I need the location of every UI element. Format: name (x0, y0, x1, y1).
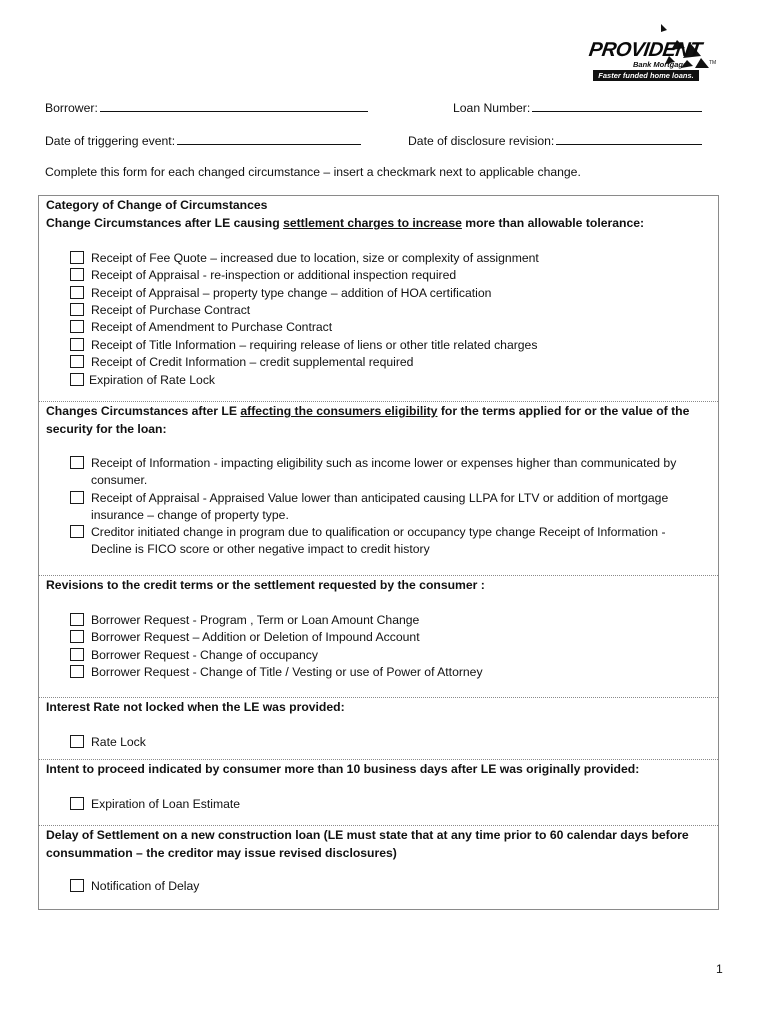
checkbox[interactable] (70, 630, 84, 643)
checkbox[interactable] (70, 525, 84, 538)
checkbox[interactable] (70, 456, 84, 469)
checkbox[interactable] (70, 491, 84, 504)
section-heading: Intent to proceed indicated by consumer more than 10 business days after LE was originally provided: (46, 762, 640, 776)
provident-logo (585, 22, 725, 84)
date-triggering-input-line[interactable] (177, 132, 361, 145)
item-label: Creditor initiated change in program due to qualification or occupancy type change Receipt of Information - Decline is FICO score or other negative impact to credit history (91, 525, 666, 557)
section-settlement-charges (39, 196, 718, 401)
section-heading (46, 403, 710, 438)
checkbox[interactable] (70, 735, 84, 748)
item-label: Receipt of Title Information – requiring release of liens or other title related charges (91, 338, 538, 352)
item-label: Expiration of Rate Lock (89, 373, 216, 387)
item-label: Receipt of Credit Information – credit supplemental required (91, 355, 414, 369)
checkbox[interactable] (70, 251, 84, 264)
page-number: 1 (716, 962, 723, 976)
section-delay-of-settlement (39, 825, 718, 910)
date-triggering-label: Date of triggering event: (45, 134, 176, 148)
item-label: Borrower Request - Change of Title / Vesting or use of Power of Attorney (91, 665, 483, 679)
item-label: Receipt of Fee Quote – increased due to location, size or complexity of assignment (91, 251, 539, 265)
checkbox[interactable] (70, 648, 84, 661)
borrower-field (45, 99, 368, 115)
section-intent-to-proceed (39, 759, 718, 826)
section-heading: Revisions to the credit terms or the settlement requested by the consumer : (46, 578, 485, 592)
checkbox[interactable] (70, 338, 84, 351)
heading-underlined: settlement charges to increase (283, 216, 462, 230)
checkbox[interactable] (70, 613, 84, 626)
checkbox[interactable] (70, 268, 84, 281)
checkbox[interactable] (70, 355, 84, 368)
checkbox[interactable] (70, 665, 84, 678)
borrower-input-line[interactable] (100, 99, 368, 112)
item-label: Borrower Request - Program , Term or Loan Amount Change (91, 613, 420, 627)
section-consumer-revisions (39, 575, 718, 698)
date-triggering-field (45, 132, 361, 148)
borrower-label: Borrower: (45, 101, 98, 115)
item-label: Rate Lock (91, 735, 146, 749)
item-label: Borrower Request – Addition or Deletion of Impound Account (91, 630, 420, 644)
section-heading: Interest Rate not locked when the LE was provided: (46, 700, 345, 714)
heading-underlined: affecting the consumers eligibility (240, 404, 438, 418)
section-consumer-eligibility (39, 401, 718, 576)
category-title: Category of Change of Circumstances (46, 198, 268, 212)
item-label: Receipt of Amendment to Purchase Contract (91, 320, 333, 334)
loan-number-input-line[interactable] (532, 99, 702, 112)
heading-post: for the terms applied for or the value of the security for the loan: (46, 404, 690, 436)
checkbox[interactable] (70, 373, 84, 386)
checkbox[interactable] (70, 797, 84, 810)
item-label: Receipt of Purchase Contract (91, 303, 251, 317)
item-label: Borrower Request - Change of occupancy (91, 648, 318, 662)
item-label: Receipt of Appraisal - Appraised Value lower than anticipated causing LLPA for LTV or addition of mortgage insurance – change of property type. (91, 491, 669, 523)
checkbox[interactable] (70, 286, 84, 299)
checkbox[interactable] (70, 879, 84, 892)
checkbox[interactable] (70, 320, 84, 333)
instructions: Complete this form for each changed circumstance – insert a checkmark next to applicable change. (45, 165, 581, 179)
change-circumstances-form (38, 195, 719, 910)
logo-sub: Bank Mortgage (633, 60, 688, 69)
date-disclosure-field (408, 132, 702, 148)
heading-post: more than allowable tolerance: (461, 216, 645, 230)
date-disclosure-input-line[interactable] (556, 132, 702, 145)
item-label: Receipt of Appraisal - re-inspection or additional inspection required (91, 268, 457, 282)
item-label: Expiration of Loan Estimate (91, 797, 241, 811)
heading-pre: Changes Circumstances after LE (46, 404, 241, 418)
section-heading (46, 215, 710, 233)
section-heading: Delay of Settlement on a new construction loan (LE must state that at any time prior to 60 calendar days before consummation – the creditor may issue revised disclosures) (46, 828, 689, 860)
logo-brand: PROVIDENT (587, 39, 703, 61)
section-interest-rate (39, 697, 718, 760)
logo-tagline: Faster funded home loans. (593, 70, 699, 81)
date-disclosure-label: Date of disclosure revision: (408, 134, 555, 148)
loan-number-field (453, 99, 702, 115)
checkbox[interactable] (70, 303, 84, 316)
item-label: Notification of Delay (91, 879, 200, 893)
item-label: Receipt of Appraisal – property type change – addition of HOA certification (91, 286, 492, 300)
item-label: Receipt of Information - impacting eligibility such as income lower or expenses higher than communicated by consumer. (91, 456, 677, 488)
logo-tm: TM (709, 60, 717, 66)
heading-pre: Change Circumstances after LE causing (46, 216, 284, 230)
loan-number-label: Loan Number: (453, 101, 531, 115)
